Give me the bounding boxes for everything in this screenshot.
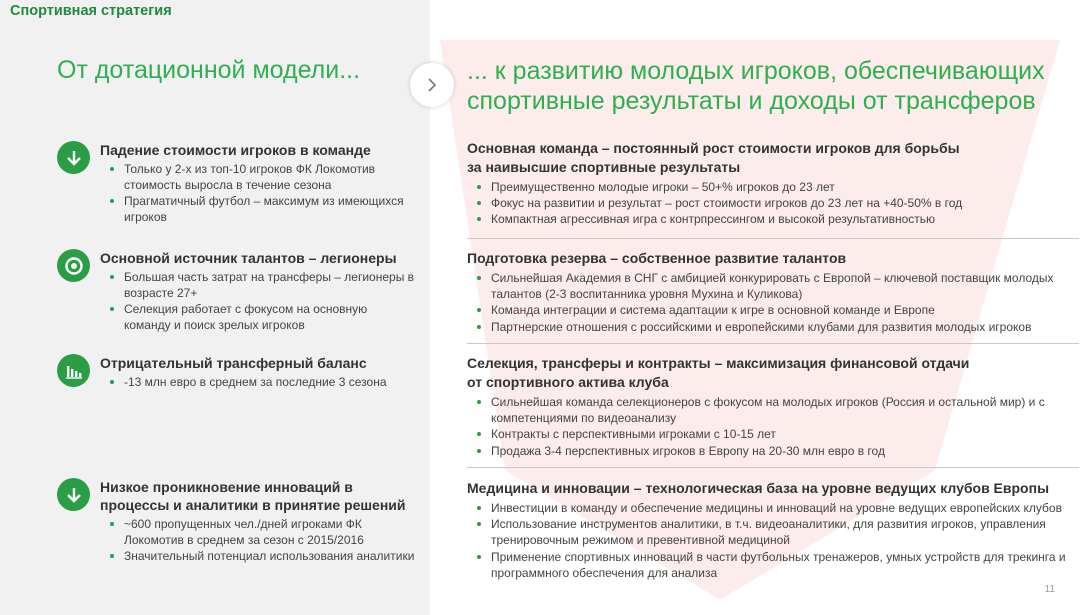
bullet: -13 млн евро в среднем за последние 3 сезона [100,374,417,390]
section-title: Спортивная стратегия [10,3,172,19]
left-item-3 [57,354,417,390]
item-title: Основной источник талантов – легионеры [100,250,397,266]
right-block-1 [467,139,1079,228]
left-item-2 [57,249,417,333]
bullet: Значительный потенциал использования аналитики [100,548,417,564]
bullet: Селекция работает с фокусом на основную команду и поиск зрелых игроков [100,301,417,333]
bullet: Партнерские отношения с российскими и европейскими клубами для развития молодых игроков [467,319,1079,335]
right-block-4 [467,479,1079,581]
bullet: Сильнейшая команда селекционеров с фокусом на молодых игроков (Россия и остальной мир) и с компетенциями по видеоанализу [467,394,1079,426]
bullet: Сильнейшая Академия в СНГ с амбицией конкурировать с Европой – ключевой поставщик молодых талантов (2-3 воспитанника уровня Мухина и Куликова) [467,270,1079,302]
divider [467,238,1079,239]
next-arrow-button[interactable] [410,63,454,107]
item-title: Падение стоимости игроков в команде [100,142,371,158]
chevron-right-icon [425,76,439,94]
right-block-2 [467,249,1079,335]
item-title: Отрицательный трансферный баланс [100,355,367,371]
arrow-down-icon [57,478,90,511]
bullet: Использование инструментов аналитики, в т.ч. видеоаналитики, для развития игроков, управления тренировочным режимом и превентивной медициной [467,516,1079,548]
bullet: ~600 пропущенных чел./дней игроками ФК Локомотив в среднем за сезон с 2015/2016 [100,516,417,548]
bullet: Большая часть затрат на трансферы – легионеры в возрасте 27+ [100,269,417,301]
target-icon [57,249,90,282]
item-title: Низкое проникновение инноваций в процессы и аналитики в принятие решений [100,479,406,513]
bullet: Компактная агрессивная игра с контрпрессингом и высокой результативностью [467,211,1079,227]
bullet: Преимущественно молодые игроки – 50+% игроков до 23 лет [467,179,1079,195]
right-block-3 [467,354,1079,459]
bullet: Продажа 3-4 перспективных игроков в Европу на 20-30 млн евро в год [467,443,1079,459]
left-item-4 [57,478,417,564]
bar-chart-icon [57,354,90,387]
block-title: Основная команда – постоянный рост стоимости игроков для борьбы за наивысшие спортивные результаты [467,140,960,175]
bullet: Инвестиции в команду и обеспечение медицины и инноваций на уровне ведущих европейских клубов [467,500,1079,516]
bullet: Фокус на развитии и результат – рост стоимости игроков до 23 лет на +40-50% в год [467,195,1079,211]
block-title: Подготовка резерва – собственное развитие талантов [467,250,847,266]
bullet: Контракты с перспективными игроками с 10-15 лет [467,426,1079,442]
divider [467,343,1079,344]
bullet: Прагматичный футбол – максимум из имеющихся игроков [100,193,417,225]
left-item-1 [57,141,417,225]
block-title: Медицина и инновации – технологическая база на уровне ведущих клубов Европы [467,480,1050,496]
bullet: Применение спортивных инноваций в части футбольных тренажеров, умных устройств для трекинга и программного обеспечения для анализа [467,549,1079,581]
bullet: Команда интеграции и система адаптации к игре в основной команде и Европе [467,302,1079,318]
divider [467,467,1079,468]
arrow-down-icon [57,141,90,174]
page-number: 11 [1044,584,1055,595]
headline-left: От дотационной модели... [57,56,361,84]
headline-right: ... к развитию молодых игроков, обеспечивающих спортивные результаты и доходы от трансферов [467,57,1045,115]
bullet: Только у 2-х из топ-10 игроков ФК Локомотив стоимость выросла в течение сезона [100,161,417,193]
block-title: Селекция, трансферы и контракты – максимизация финансовой отдачи от спортивного актива клуба [467,355,970,390]
